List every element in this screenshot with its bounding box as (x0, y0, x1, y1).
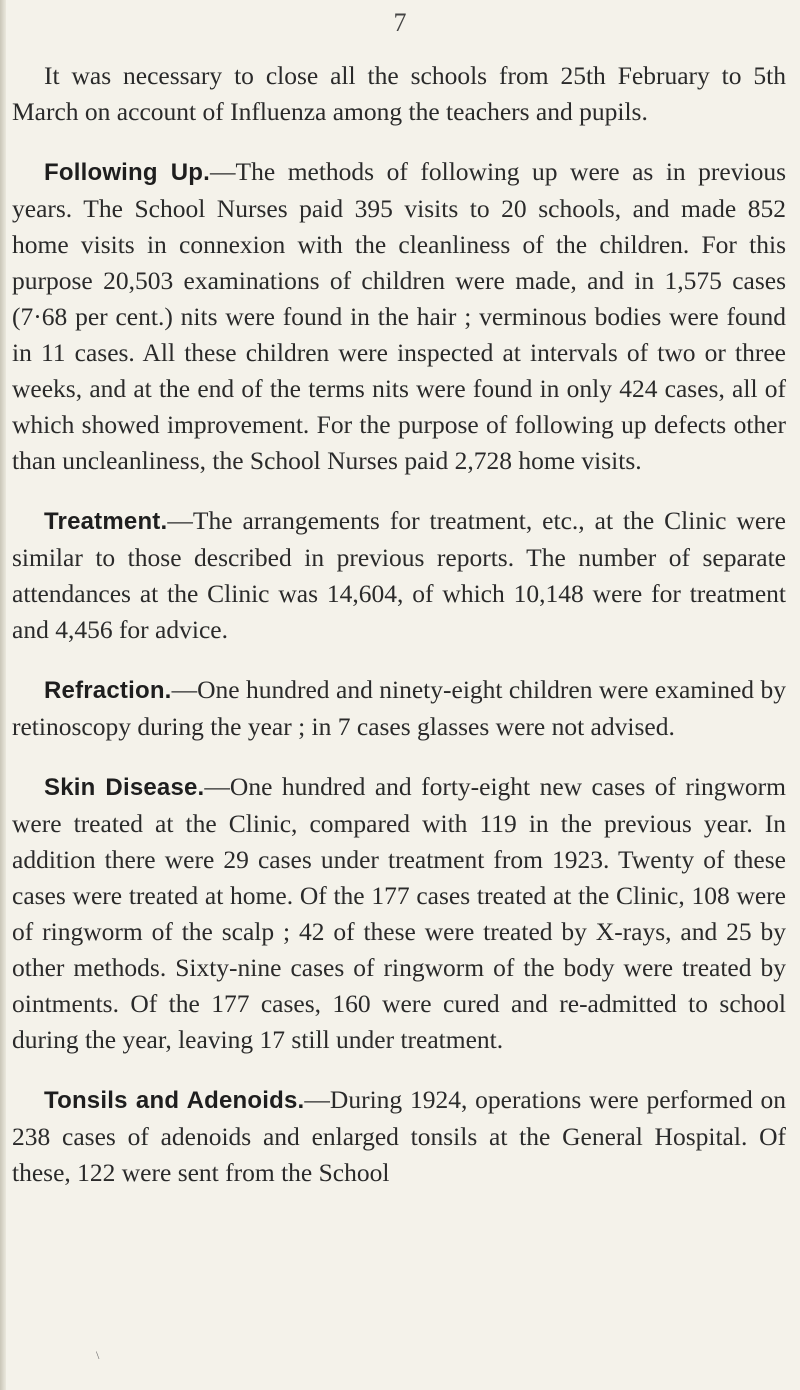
print-mark: \ (96, 1348, 100, 1362)
paragraph-following-up (12, 154, 786, 479)
paragraph-skin-disease (12, 769, 786, 1058)
page-binding-edge (0, 0, 6, 1390)
paragraph-text: It was necessary to close all the schools from 25th February to 5th March on account of Influenza among the teachers and pupils. (12, 61, 786, 126)
section-heading-treatment: Treatment. (44, 508, 168, 535)
paragraph-text: —One hundred and forty-eight new cases of ringworm were treated at the Clinic, compared with 119 in the previous year. In addition there were 29 cases under treatment from 1923. Twenty of these cases were treated at home. Of the 177 cases treated at the Clinic, 108 were of ringworm of the scalp ; 42 of these were treated by X-rays, and 25 by other methods. Sixty-nine cases of ringworm of the body were treated by ointments. Of the 177 cases, 160 were cured and re-admitted to school during the year, leaving 17 still under treatment. (12, 772, 786, 1054)
page-number: 7 (393, 8, 407, 37)
section-heading-refraction: Refraction. (44, 677, 172, 704)
paragraph-text: —The methods of following up were as in previous years. The School Nurses paid 395 visits to 20 schools, and made 852 home visits in connexion with the cleanliness of the children. For this purpose 20,503 examinations of children were made, and in 1,575 cases (7·68 per cent.) nits were found in the hair ; verminous bodies were found in 11 cases. All these children were inspected at intervals of two or three weeks, and at the end of the terms nits were found in only 424 cases, all of which showed improvement. For the purpose of following up defects other than uncleanliness, the School Nurses paid 2,728 home visits. (12, 157, 786, 475)
paragraph-tonsils-adenoids (12, 1082, 786, 1191)
section-heading-following-up: Following Up. (44, 159, 211, 186)
paragraph-text: —During 1924, operations were performed on 238 cases of adenoids and enlarged tonsils at the General Hospital. Of these, 122 were sent from the School (12, 1085, 786, 1187)
paragraph-text: —One hundred and ninety-eight children were examined by retinoscopy during the year ; in 7 cases glasses were not advised. (12, 675, 786, 741)
section-heading-skin-disease: Skin Disease. (44, 774, 205, 801)
paragraph-treatment (12, 503, 786, 648)
paragraph-influenza-closure (12, 58, 786, 130)
paragraph-refraction (12, 672, 786, 745)
page-body (12, 58, 786, 1215)
section-heading-tonsils-adenoids: Tonsils and Adenoids. (44, 1087, 305, 1114)
paragraph-text: —The arrangements for treatment, etc., at the Clinic were similar to those described in previous reports. The number of separate attendances at the Clinic was 14,604, of which 10,148 were for treatment and 4,456 for advice. (12, 506, 786, 644)
